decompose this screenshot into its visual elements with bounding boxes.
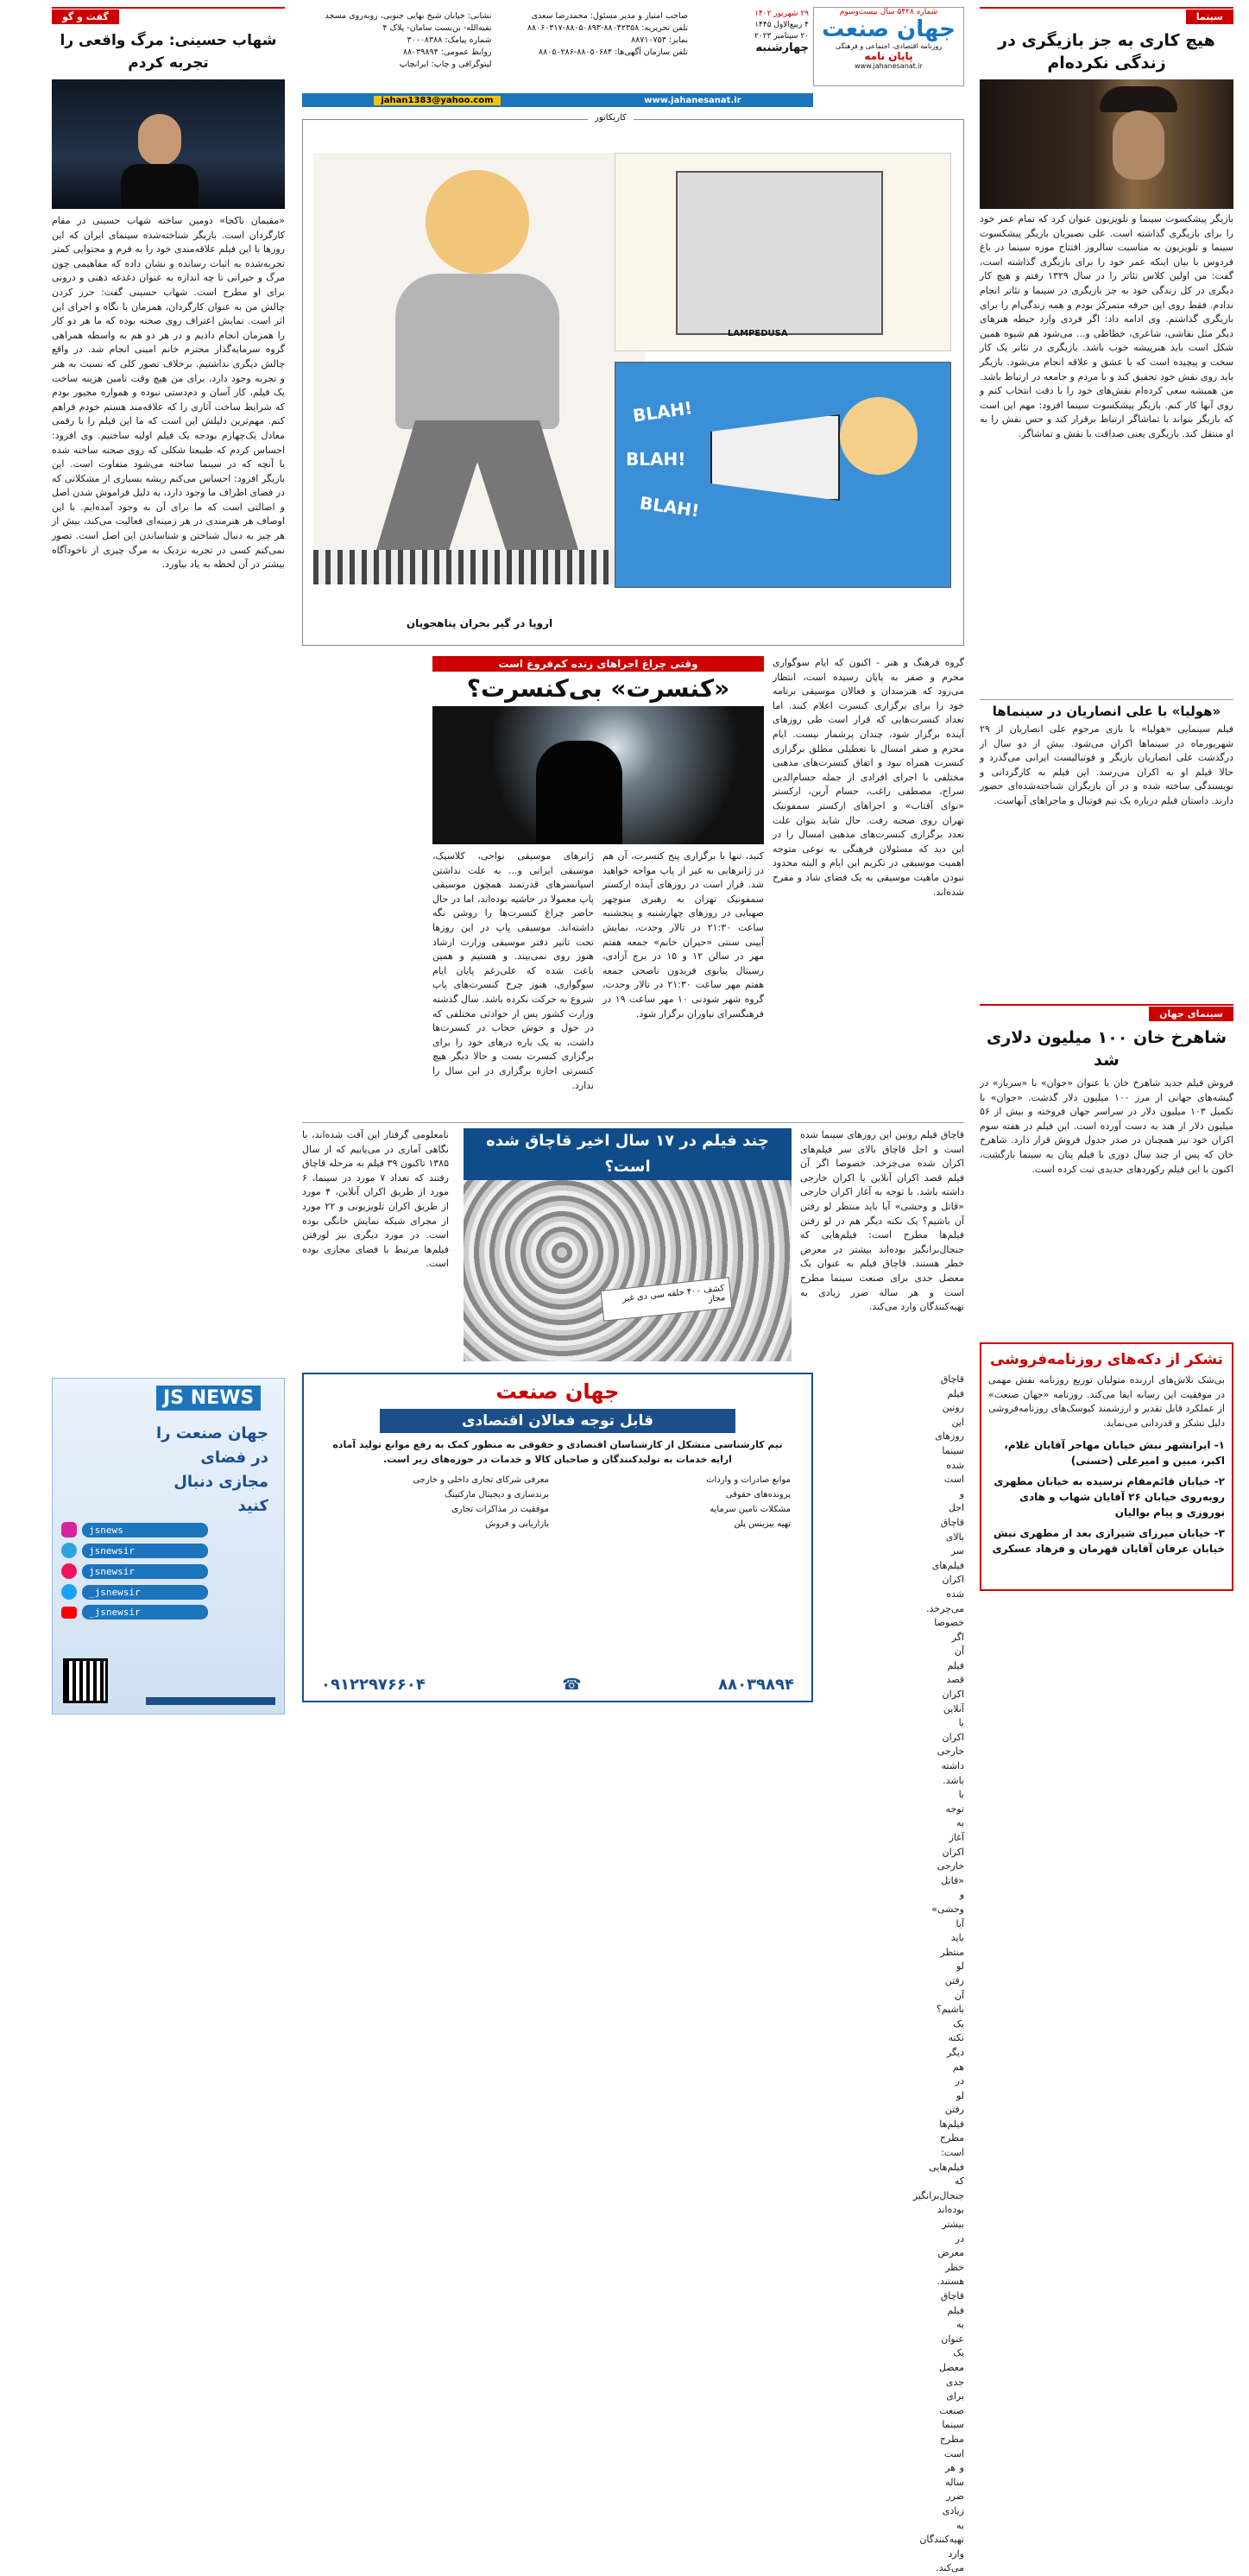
piracy-label: کشف ۴۰۰ حلقه سی دی غیر مجاز — [601, 1277, 733, 1321]
hat-shape — [1100, 86, 1177, 112]
thanks-body: بی‌شک تلاش‌های ارزنده متولیان توزیع روزنامه نقش مهمی در موفقیت این رسانه ایفا می‌کند. روزنامه «جهان صنعت» از عملکرد قابل تقدیر و ارزشمند کیوسک‌های روزنامه‌فروشی دلیل تشکر و قدردانی می‌نماید. — [988, 1374, 1225, 1429]
twitter-icon — [61, 1584, 77, 1600]
piracy-title[interactable]: چند فیلم در ۱۷ سال اخیر قاچاق شده است؟ — [464, 1128, 792, 1180]
logo-block — [813, 7, 964, 86]
cartoon-bottom-right — [615, 362, 951, 588]
mobile-number[interactable]: ۰۹۱۲۲۹۷۶۶۰۴ — [321, 1676, 426, 1694]
tagline: روزنامه اقتصادی، اجتماعی و فرهنگی — [835, 42, 943, 50]
concert-body-b: کنید، تنها با برگزاری پنج کنسرت، آن هم در ژانرهایی به غیر از پاپ مواجه خواهید شد. قرار است در روزهای آینده ارکستر سمفونیک تهران به رهبری منوچهر صهبایی در روزهای چهارشنبه و پنجشنبه ساعت ۲۱:۳۰ در تالار وحدت، نمایش آیینی سنتی «حیران خانم» جمعه هفتم مهر در سالن ۱۲ و ۱۵ در برج آزادی، رسیتال پیانوی فریدون ناصحی جمعه هفتم مهر ساعت ۲۱:۳۰ در تالار وحدت، گروه شهر شودنی ۱۰ مهر ساعت ۱۹ در فرهنگسرای نیاوران برگزار شود. — [602, 850, 764, 1020]
telegram-link[interactable]: jsnewsir — [61, 1543, 208, 1558]
blah-text: BLAH! — [638, 492, 701, 521]
date-block: ۲۹ شهریور ۱۴۰۲ ۴ ربیع‌الاول ۱۴۴۵ ۲۰ سپتامبر ۲۰۲۳ چهارشنبه — [754, 9, 809, 54]
lampedusa-sign: LAMPEDUSA — [728, 329, 788, 338]
youtube-link[interactable]: jsnewsir_ — [61, 1605, 208, 1619]
telegram-icon — [61, 1543, 77, 1558]
piracy-body-b: نامعلومی گرفتار این آفت شده‌اند، با نگاهی آماری در می‌یابیم که از سال ۱۳۸۵ تاکنون ۳۹ فیلم به مرحله قاچاق رفتند که تعداد ۷ مورد در سینما، ۶ مورد از طریق اکران آنلاین، ۴ مورد از طریق اکران تلویزیونی و ۲۲ مورد از مجرای شبکه نمایش خانگی بوده است. در مورد دیگری نیز لورفتن فیلم‌ها مرتبط با فضای مجازی بوده است. — [302, 1129, 449, 1270]
blah-text: BLAH! — [626, 449, 686, 470]
consulting-ad — [302, 1373, 813, 1702]
phone-icon: ☎ — [562, 1676, 582, 1694]
left-column — [52, 7, 285, 1703]
thanks-box — [980, 1342, 1233, 1591]
article-title[interactable]: هیچ کاری به جز بازیگری در زندگی نکرده‌ام — [998, 31, 1215, 73]
sub-article-title[interactable]: «هولیا» با علی انصاریان در سینماها — [992, 704, 1221, 719]
ad-title: قابل توجه فعالان اقتصادی — [380, 1409, 735, 1433]
ad-body: تیم کارشناسی متشکل از کارشناسان اقتصادی و حقوقی به منظور کمک به رفع موانع تولید آماده ارایه خدمات به تولیدکنندگان و صاحبان کالا و خدمات در حوزه‌های زیر است. — [332, 1439, 783, 1465]
thanks-item: ۳- خیابان میرزای شیرازی بعد از مطهری نبش خیابان عرفان آقایان قهرمان و فرهاد عسکری — [992, 1527, 1225, 1556]
masthead — [302, 7, 964, 86]
skyline-icon — [146, 1679, 275, 1705]
website-small: www.jahanesanat.ir — [855, 62, 923, 70]
section-header: گفت و گو — [52, 7, 285, 24]
phone-bar — [321, 1676, 794, 1694]
thanks-item: ۲- خیابان قائم‌مقام نرسیده به خیابان مطهری روبه‌روی خیابان ۲۶ آقایان شهاب و هادی نوروزی و پیام بوالیان — [994, 1475, 1225, 1519]
woman-figure — [426, 170, 529, 274]
service-item: موفقیت در مذاکرات تجاری — [451, 1505, 549, 1515]
megaphone-shape — [710, 414, 840, 501]
section-header-world: سینمای جهان — [980, 1004, 1233, 1021]
suit-shape — [121, 164, 199, 209]
service-item: معرفی شرکای تجاری داخلی و خارجی — [413, 1475, 549, 1486]
cartoon-tag: کاریکاتور — [588, 113, 634, 123]
jsnews-slogan: جهان صنعت را در فضای مجازی دنبال کنید — [156, 1424, 268, 1515]
supplement: پایان نامه — [864, 50, 913, 62]
instagram-icon — [61, 1522, 77, 1537]
article2-title[interactable]: شاهرخ خان ۱۰۰ میلیون دلاری شد — [986, 1028, 1227, 1070]
concert-body-a: گروه فرهنگ و هنر - اکنون که ایام سوگواری محرم و صفر به پایان رسیده است، انتظار می‌رود که هنرمندان و فعالان موسیقی برنامه خود را برای برگزاری کنسرت اعلام کنند. اما تعداد کنسرت‌هایی که قرار است طی روزهای آینده برگزار شود، چندان پرشمار نیست. ایام محرم و صفر امسال با تعطیلی مطلق برگزاری کنسرت همراه نبود و اتفاق کنسرت‌های مذهبی مختلفی با اجرای افرادی از جمله حسام‌الدین سراج، مصطفی راغب، حسام آرین، ارکستر «نوای آفتاب» و اجراهای ارکستر سمفونیک تهران روی صحنه رفت. حال شاید بتوان علت تعدد برگزاری کنسرت‌های مذهبی امسال را در این دید که مسئولان فرهنگی به نوعی متوجه اهمیت موسیقی در تکریم این ایام و البته محدود نبودن ماهیت موسیقی به یک فضای شاد و مفرح شده‌اند. — [773, 657, 964, 898]
aparat-icon — [61, 1563, 77, 1579]
services-grid — [325, 1475, 791, 1529]
piracy-body-c: قاچاق فیلم روتین این روزهای سینما شده است و اجل قاچاق بالای سر فیلم‌های اکران شده می‌چرخد. خصوصا اگر آن فیلم قصد اکران آنلاین یا اکران خارجی داشته باشد. با توجه به آغاز اکران خارجی «قاتل و وحشی» آیا باید منتظر لو رفتن آن باشیم؟ یک نکته دیگر هم در لو رفتن فیلم‌ها مطرح است: فیلم‌هایی که جنجال‌برانگیز بوده‌اند بیشتر در معرض خطر هستند. قاچاق فیلم به عنوان یک معضل جدی برای صنعت سینما مطرح است و هر ساله ضرر زیادی به تهیه‌کنندگان وارد می‌کند. — [912, 1373, 964, 2574]
twitter-link[interactable]: jsnewsir_ — [61, 1584, 208, 1600]
issue-number: شماره ۵۴۲۸ سال بیست‌وسوم — [839, 8, 938, 16]
piracy-article — [302, 1122, 964, 1364]
service-item: موانع صادرات و واردات — [706, 1475, 791, 1486]
website-link[interactable]: www.jahanesanat.ir — [644, 95, 741, 105]
qr-code-icon — [63, 1658, 108, 1703]
thanks-title: تشکر از دکه‌های روزنامه‌فروشی — [989, 1351, 1224, 1368]
blah-text: BLAH! — [631, 397, 694, 426]
face-shape — [138, 114, 181, 166]
service-item: بازاریابی و فروش — [485, 1519, 549, 1530]
actor-photo — [980, 79, 1233, 209]
concert-article — [302, 656, 964, 1118]
youtube-icon — [61, 1607, 77, 1619]
service-item: برندسازی و دیجیتال مارکتینگ — [445, 1490, 549, 1500]
cartoon-caption: اروپا در گیر بحران پناهجویان — [406, 617, 553, 629]
concert-body-c: ژانرهای موسیقی نواحی، کلاسیک، موسیقی ایرانی و... به علت نداشتن اسپانسرهای قدرتمند همچون موسیقی پاپ معمولا در حاشیه بوده‌اند، اما در حال حاضر چراغ کنسرت‌ها را روشن نگه داشته‌اند. موسیقی پاپ در این روزها تحت تاثیر دفتر موسیقی وزارت ارشاد هنوز روی نمی‌بیند. و هستیم و همین باعث شده که علی‌رغم پایان ایام سوگواری، هنوز چرخ کنسرت‌های پاپ شروع به حرکت نکرده باشد. سال گذشته وزارت کشور پس از حوادثی مختلفی که در حول و حوش حجاب در کنسرت‌ها داشت، به یک باره درهای خود را برای برگزاری کنسرت بست و حالا دیگر هیچ کنسرتی اجازه برگزاری در این سال را ندارد. — [432, 850, 594, 1091]
figure-legs — [374, 420, 581, 559]
door-shape — [676, 171, 883, 335]
instagram-link[interactable]: jsnews — [61, 1522, 208, 1537]
figure-body — [395, 274, 559, 429]
concert-photo — [432, 706, 764, 844]
cartoon-top-right — [615, 153, 951, 351]
interview-body: «مقیمان ناکجا» دومین ساخته شهاب حسینی در مقام کارگردان است. بازیگر شناخته‌شده سینمای ایران که این روزها با این فیلم علاقه‌مندی خود را به فرم و محتوایی کمتر تجربه‌شده به اثبات رسانده و نشان داده که مفاهیمی چون مرگ و حیرانی تا چه اندازه به عنوان دغدغه ذهنی و درونی برای او مطرح است. شهاب حسینی گفت: حرز کردن چالش من به عنوان کارگردان، همزمان با نگاه و اجرای این اثر است. نمایش اعتراف روی صحنه بوده که ما هر دو کار را همزمان انجام دادیم و در هر دو هم به واسطه همراهی گروه سرمایه‌گذار محترم خانم امینی انجام شد. در واقع چالش دیگری نداشتیم. برخلاف تصور کلی که نسبت به هنر و تجربه وجود دارد، برای من هیچ وقت تامین هزینه ساخت یک فیلم، کار آسان و دم‌دستی نبوده و همواره مجبور بودم که شرایط ساخت آثاری را که علاقه‌مند هستم خودم فراهم کنم. مهم‌ترین دلیلش این است که ما این فیلم را با رقمی معادل یک‌چهارم بودجه یک فیلم اولیه ساختیم. وی افزود: احساس کردم که طبیعتا شکلی که روی صحنه ساخته شده با آنچه که در سینما ساخته می‌شود متفاوت است. این بازیگر افزود: احساس می‌کنم ریشه بسیاری از مشکلاتی که در فضای اطراف ما وجود دارد، به دلیل فراموش شدن اصل و اصالتی است که ما برای آن به وجود آمده‌ایم. با این اوصاف هر هنرمندی در هر زمینه‌ای فعالیت می‌کند، بیش از هر چیز به دنبال شناختن و شناساندن این اصل است. تصور نمی‌کنم کسی در تجربه نزدیک به مرگ چیزی از ناخودآگاه بیشتر در آن لحظه به یاد بیاورد. — [52, 215, 285, 571]
service-item: مشکلات تامین سرمایه — [710, 1505, 791, 1515]
singer-silhouette — [536, 741, 622, 844]
contact-bar — [302, 93, 813, 107]
actor-photo — [52, 79, 285, 209]
phone-number[interactable]: ۸۸۰۳۹۸۹۴ — [718, 1676, 794, 1694]
jsnews-logo: JS NEWS — [156, 1386, 261, 1411]
piracy-continued — [912, 1373, 964, 2574]
cartoon-left — [313, 153, 646, 584]
info-block: صاحب امتیاز و مدیر مسئول: محمدرضا سعدی تلفن تحریریه: ۸۸۰۴۲۳۵۸-۸۸۰۵۰۸۹۳-۸۸۰۶۰۳۱۷ نمابر: ۸۸۷۱۰۷۵۳ تلفن سازمان آگهی‌ها: ۸۸۰۵۰۶۸۴-۸۸۰۵۰۲۸۶ نشانی: خیابان شیخ بهایی جنوبی، روبه‌روی مسجد بقیه‌الله- بن‌بست سامان- پلاک ۴ شماره پیامک: ۳۰۰۰۸۳۸۸ روابط عمومی: ۸۸۰۳۹۸۹۴ لیتوگرافی و چاپ: ایرانچاپ — [325, 11, 688, 69]
logo: جهان صنعت — [822, 16, 956, 42]
article-body: بازیگر پیشکسوت سینما و تلویزیون عنوان کرد که تمام عمر خود را برای بازیگری گذاشته است. علی نصیریان بازیگر پیشکسوت سینما و تلویزیون به مناسبت سالروز افتتاح موزه سینما در باغ فردوس با بیان اینکه عمر خود را برای بازیگری گذاشته است، گفت: من اولین کلاس تئاتر را در سال ۱۳۲۹ رفتم و هیچ کار دیگری در کل زندگی خود به جز بازیگری در سینما و تئاتر انجام ندادم. فقط روی این حرفه متمرکز بودم و همه زندگی‌ام را برای بازیگری گذاشتم. وی ادامه داد: اگر فردی وارد حیطه هنرهای دیگر مثل نقاشی، شاعری، خطاطی و... می‌شود هم شیوه همین شکل است باید هنرپیشه خوب باشد. بازیگری در تئاتر یک کار سخت و پیچیده است که با عشق و علاقه انجام می‌شود. بازیگر باید روی نقش خود تحقیق کند و با مردم و جامعه در ارتباط باشد. من همیشه سعی کرده‌ام نقش‌های خود را با دقت انتخاب کنم و روی آنها کار کنم. بازیگر پیشکسوت سینما افزود: مهم این است که بازیگر بتواند با تماشاگر ارتباط برقرار کند و حس نقش را به او منتقل کند. بازیگری یعنی صداقت با نقش و تماشاگر. — [980, 213, 1233, 439]
service-item: تهیه بیزینس پلن — [734, 1519, 791, 1530]
ad-brand: جهان صنعت — [495, 1380, 620, 1404]
face-shape — [1113, 110, 1164, 180]
cartoon-box — [302, 113, 964, 646]
concert-kicker: وقتی چراغ اجراهای زنده کم‌فروغ است — [432, 656, 764, 672]
piracy-body-a: قاچاق فیلم روتین این روزهای سینما شده است و اجل قاچاق بالای سر فیلم‌های اکران شده می‌چرخد. خصوصا اگر آن فیلم قصد اکران آنلاین یا اکران خارجی داشته باشد. با توجه به آغاز اکران خارجی «قاتل و وحشی» آیا باید منتظر لو رفتن آن باشیم؟ یک نکته دیگر هم در لو رفتن فیلم‌ها مطرح است: فیلم‌هایی که جنجال‌برانگیز بوده‌اند بیشتر در معرض خطر هستند. قاچاق فیلم به عنوان یک معضل جدی برای صنعت سینما مطرح است و هر ساله ضرر زیادی به تهیه‌کنندگان وارد می‌کند. — [800, 1129, 964, 1313]
article2-body: فروش فیلم جدید شاهرخ خان با عنوان «جوان» با «سرباز» در گیشه‌های جهانی از مرز ۱۰۰ میلیون دلار گذشت. «جوان» با تکمیل ۱۰۳ میلیون دلار در سراسر جهان فروخته و بیش از ۵۶ میلیون دلار از هند به دست آورده است. این فیلم در هفته سوم اکران خود نیز همچنان در صدر جدول فروش قرار دارد. شاهرخ خان که پس از چند سال دوری با فیلم پتان به سینما بازگشت، اکنون با این فیلم رکوردهای جدیدی ثبت کرده است. — [980, 1077, 1233, 1175]
section-header: سینما — [980, 7, 1233, 24]
sub-article-body: فیلم سینمایی «هولیا» با بازی مرحوم علی انصاریان از ۲۹ شهریورماه در سینماها اکران می‌شود. بیش از دو سال از درگذشت علی انصاریان بازیگر و فوتبالیست ایرانی می‌گذرد و حالا فیلم او به اکران می‌رسد. این فیلم به کارگردانی و نویسندگی ساخته شده و در آن بازیگران شناخته‌شده‌ای حضور دارند. داستان فیلم درباره یک تیم فوتبال و ماجراهای آنهاست. — [980, 723, 1233, 806]
right-column — [980, 7, 1233, 1703]
aparat-link[interactable]: jsnewsir — [61, 1563, 208, 1579]
thanks-item: ۱- ایرانشهر نبش خیابان مهاجر آقایان غلام، اکبر، مبین و امیرعلی (حسنی) — [1004, 1439, 1225, 1468]
piracy-photo — [464, 1180, 792, 1361]
boats-sea — [313, 550, 646, 584]
jsnews-ad — [52, 1378, 285, 1714]
email-link[interactable]: jahan1383@yahoo.com — [374, 96, 500, 105]
woman-head — [840, 397, 918, 475]
interview-title[interactable]: شهاب حسینی: مرگ واقعی را تجربه کردم — [60, 32, 277, 72]
concert-title[interactable]: «کنسرت» بی‌کنسرت؟ — [466, 674, 730, 703]
service-item: پرونده‌های حقوقی — [725, 1490, 791, 1500]
